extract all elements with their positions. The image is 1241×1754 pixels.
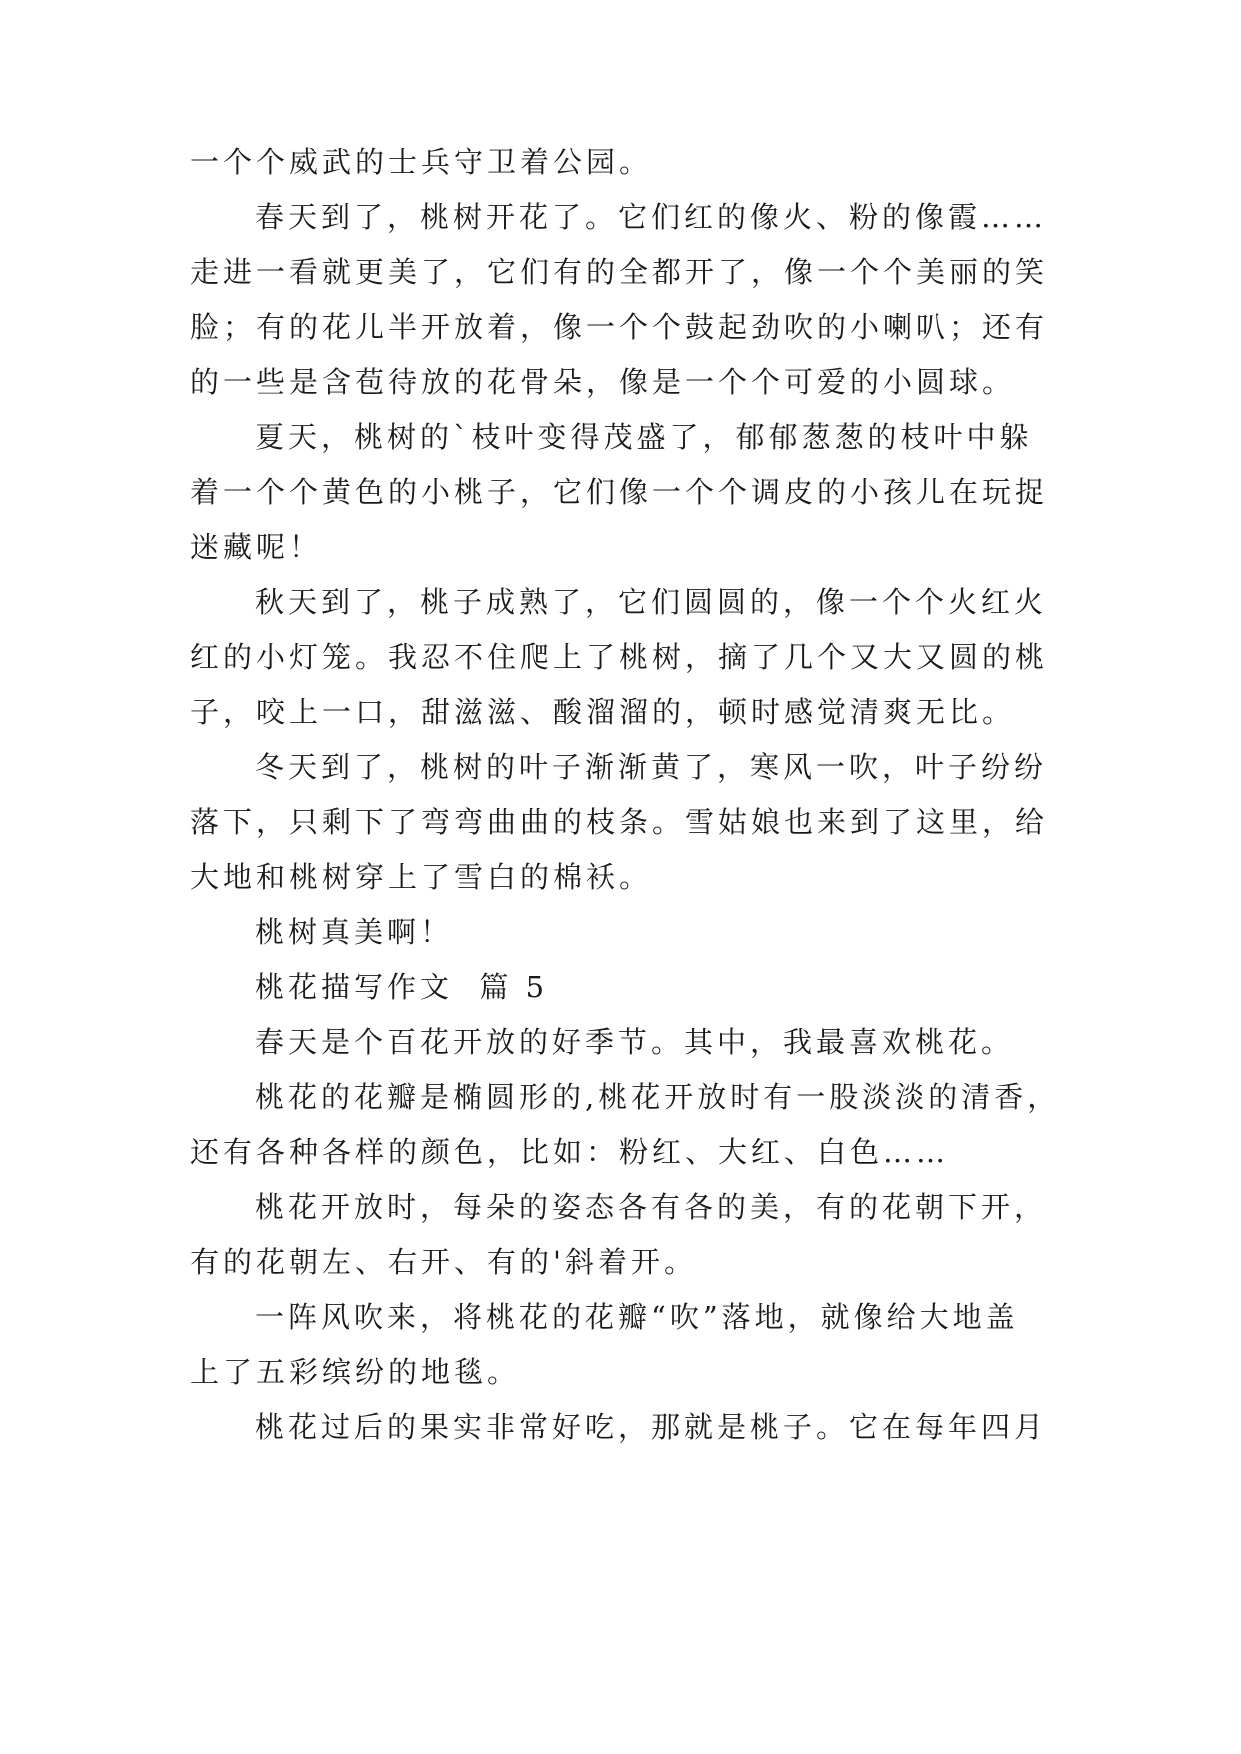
text-line: 走进一看就更美了，它们有的全都开了，像一个个美丽的笑 — [190, 255, 1049, 289]
text-line: 夏天，桃树的`枝叶变得茂盛了，郁郁葱葱的枝叶中躲 — [255, 420, 1033, 454]
text-line: 落下，只剩下了弯弯曲曲的枝条。雪姑娘也来到了这里，给 — [190, 805, 1049, 839]
text-line: 春天到了，桃树开花了。它们红的像火、粉的像霞…… — [255, 200, 1048, 234]
text-line: 春天是个百花开放的好季节。其中，我最喜欢桃花。 — [255, 1025, 1015, 1059]
text-line: 桃树真美啊！ — [255, 915, 454, 949]
text-line: 大地和桃树穿上了雪白的棉袄。 — [190, 860, 653, 894]
text-line: 有的花朝左、右开、有的'斜着开。 — [190, 1245, 697, 1279]
section-heading: 桃花描写作文 篇 5 — [255, 970, 549, 1004]
text-line: 还有各种各样的颜色，比如：粉红、大红、白色…… — [190, 1135, 950, 1169]
text-line: 一个个威武的士兵守卫着公园。 — [190, 145, 653, 179]
text-line: 桃花开放时，每朵的姿态各有各的美，有的花朝下开， — [255, 1190, 1048, 1224]
text-line: 子，咬上一口，甜滋滋、酸溜溜的，顿时感觉清爽无比。 — [190, 695, 1016, 729]
text-line: 脸；有的花儿半开放着，像一个个鼓起劲吹的小喇叭；还有 — [190, 310, 1049, 344]
text-line: 红的小灯笼。我忍不住爬上了桃树，摘了几个又大又圆的桃 — [190, 640, 1049, 674]
text-line: 一阵风吹来，将桃花的花瓣“吹”落地，就像给大地盖 — [255, 1300, 1019, 1334]
text-line: 桃花过后的果实非常好吃，那就是桃子。它在每年四月 — [255, 1410, 1048, 1444]
text-line: 冬天到了，桃树的叶子渐渐黄了，寒风一吹，叶子纷纷 — [255, 750, 1048, 784]
text-line: 桃花的花瓣是椭圆形的,桃花开放时有一股淡淡的清香， — [255, 1080, 1061, 1114]
text-line: 秋天到了，桃子成熟了，它们圆圆的，像一个个火红火 — [255, 585, 1048, 619]
text-line: 的一些是含苞待放的花骨朵，像是一个个可爱的小圆球。 — [190, 365, 1016, 399]
text-line: 着一个个黄色的小桃子，它们像一个个调皮的小孩儿在玩捉 — [190, 475, 1049, 509]
text-line: 上了五彩缤纷的地毯。 — [190, 1355, 521, 1389]
text-line: 迷藏呢！ — [190, 530, 323, 564]
document-page — [190, 135, 1090, 1455]
